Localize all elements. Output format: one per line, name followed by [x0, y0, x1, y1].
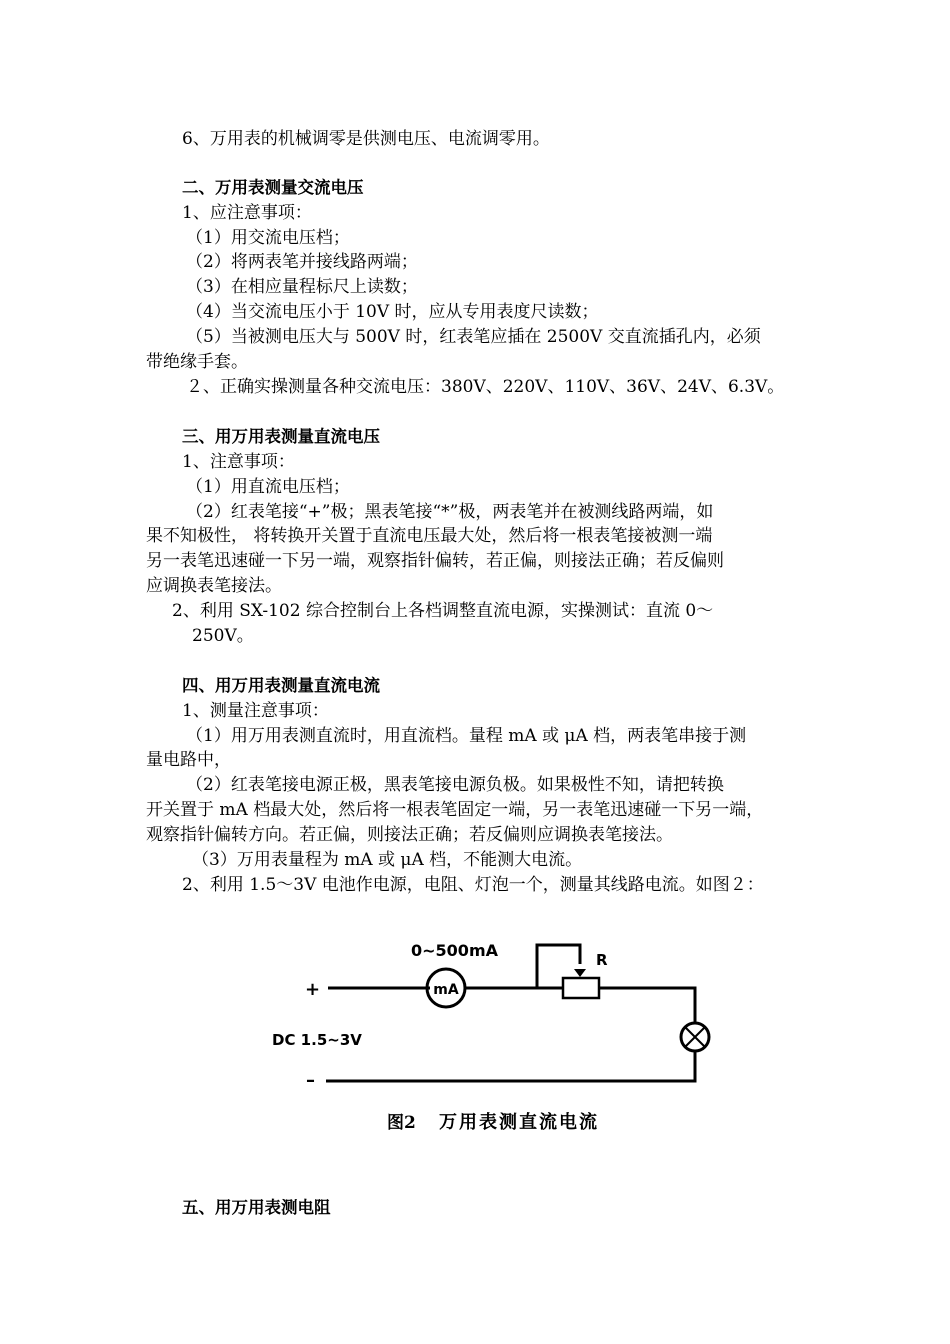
top-wire-right: [599, 988, 695, 1022]
resistor-symbol: [563, 978, 599, 998]
text-line: （2）红表笔接电源正极，黑表笔接电源负极。如果极性不知，请把转换: [186, 775, 724, 795]
minus-label: –: [306, 1070, 315, 1091]
text-line: 1、测量注意事项：: [182, 701, 329, 721]
text-line: 开关置于 mA 档最大处，然后将一根表笔固定一端，另一表笔迅速碰一下另一端，: [146, 800, 764, 820]
text-line: （5）当被测电压大与 500V 时，红表笔应插在 2500V 交直流插孔内，必须: [186, 327, 761, 347]
figure-caption-text: 万用表测直流电流: [439, 1112, 599, 1133]
text-line: 另一表笔迅速碰一下另一端，观察指针偏转，若正偏，则接法正确；若反偏则: [146, 551, 724, 571]
text-line: 应调换表笔接法。: [146, 576, 282, 596]
figure-caption-number: 图2: [387, 1113, 416, 1133]
text-line: （1）用直流电压档；: [186, 477, 350, 497]
text-line: 250V。: [192, 626, 254, 646]
resistor-label: R: [596, 951, 608, 969]
text-line: 1、应注意事项：: [182, 203, 312, 223]
circuit-diagram: [250, 925, 720, 1140]
text-line: （3）在相应量程标尺上读数；: [186, 277, 418, 297]
plus-label: +: [305, 979, 321, 1000]
text-line: 量电路中，: [146, 750, 231, 770]
section-heading: 五、用万用表测电阻: [182, 1198, 331, 1217]
source-label: DC 1.5~3V: [272, 1031, 362, 1049]
text-line: 观察指针偏转方向。若正偏，则接法正确；若反偏则应调换表笔接法。: [146, 825, 673, 845]
bypass-wire: [537, 945, 580, 988]
text-line: 6、万用表的机械调零是供测电压、电流调零用。: [182, 129, 550, 149]
text-line: （1）用万用表测直流时，用直流档。量程 mA 或 μA 档，两表笔串接于测: [186, 726, 747, 746]
meter-label: mA: [433, 982, 459, 998]
text-line: 2、利用 1.5～3V 电池作电源，电阻、灯泡一个，测量其线路电流。如图２：: [182, 875, 764, 895]
text-line: （3）万用表量程为 mA 或 μA 档，不能测大电流。: [192, 850, 583, 870]
section-heading: 三、用万用表测量直流电压: [182, 427, 380, 446]
text-line: 带绝缘手套。: [146, 352, 248, 372]
range-label: 0~500mA: [411, 941, 498, 960]
text-line: （1）用交流电压档；: [186, 228, 350, 248]
text-line: （4）当交流电压小于 10V 时，应从专用表度尺读数；: [186, 302, 599, 322]
section-heading: 四、用万用表测量直流电流: [182, 676, 380, 695]
text-line: 1、注意事项：: [182, 452, 295, 472]
text-line: 2、利用 SX-102 综合控制台上各档调整直流电源，实操测试：直流 0～: [172, 601, 714, 621]
section-heading: 二、万用表测量交流电压: [182, 178, 364, 197]
text-line: 果不知极性， 将转换开关置于直流电压最大处，然后将一根表笔接被测一端: [146, 526, 713, 546]
text-line: （2）将两表笔并接线路两端；: [186, 252, 418, 272]
text-line: ２、正确实操测量各种交流电压：380V、220V、110V、36V、24V、6.3V。: [186, 377, 785, 397]
text-line: （2）红表笔接“+”极；黑表笔接“*”极，两表笔并在被测线路两端，如: [186, 502, 714, 522]
wiper-arrow: [574, 969, 586, 977]
return-wire: [326, 1051, 695, 1081]
